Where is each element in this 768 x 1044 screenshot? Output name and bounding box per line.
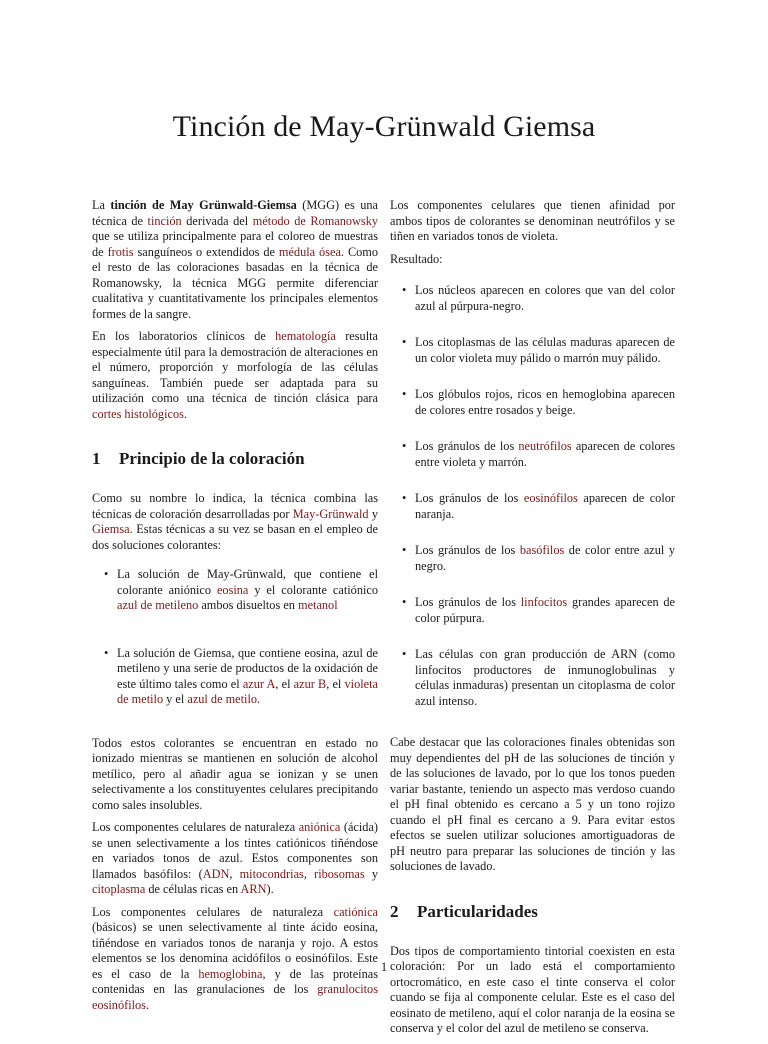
bullet-icon: • [402, 491, 407, 505]
section-heading-principio [92, 449, 378, 469]
list-item: • Los gránulos de los neutrófilos aparecen de colores entre violeta y marrón. [402, 439, 675, 469]
bullet-icon: • [402, 439, 407, 453]
link-metanol[interactable]: metanol [298, 598, 338, 612]
section-number: 1 [92, 449, 101, 468]
link-linfocitos[interactable]: linfocitos [520, 595, 568, 609]
intro-paragraph: La tinción de May Grünwald-Giemsa (MGG) es una técnica de tinción derivada del método de Romanowsky que se utiliza principalmente para el coloreo de muestras de frotis sanguíneos o extendidos de médula ósea. Como el resto de las coloraciones basadas en la técnica de Romanowsky, la técnica MGG permite diferenciar cualitativa y cuantitativamente los principales elementos formes de la sangre. [92, 198, 379, 321]
ionization-paragraph: Todos estos colorantes se encuentran en estado no ionizado mientras se mantienen en solución de alcohol metílico, pero al añadir agua se ionizan y se unen selectivamente a los constituyentes celulares precipitando como sales insolubles. [92, 735, 378, 812]
link-neutrofilos[interactable]: neutrófilos [518, 439, 572, 453]
ph-paragraph: Cabe destacar que las coloraciones finales obtenidas son muy dependientes del pH de las soluciones de tinción y de las soluciones de lavado, por lo que los tonos pueden variar bastante, teniendo un aspecto mas verdoso cuando el pH final obtenido es cercano a 5 y un tono rojizo cuando el pH final es cercano a 9. Para evitar estos efectos se suelen utilizar soluciones amortiguadoras de pH neutro para preparar las soluciones de tinción y las soluciones de lavado. [390, 735, 675, 873]
link-metodo-romanowsky[interactable]: método de Romanowsky [252, 213, 378, 228]
link-may-grunwald[interactable]: May-Grünwald [292, 506, 369, 521]
bullet-icon: • [104, 567, 109, 581]
bullet-icon: • [402, 543, 407, 557]
link-giemsa[interactable]: Giemsa [92, 522, 130, 536]
labs-paragraph: En los laboratorios clínicos de hematología resulta especialmente útil para la demostración de alteraciones en el número, proporción y morfología de las células sanguíneas. También puede ser adaptada para su utilización como una técnica de tinción clásica para cortes histológicos. [92, 329, 378, 421]
link-eosina[interactable]: eosina [216, 582, 249, 597]
section-number: 2 [390, 901, 399, 921]
section-title: Principio de la coloración [119, 449, 305, 468]
principle-paragraph: Como su nombre lo indica, la técnica combina las técnicas de coloración desarrolladas por May-Grünwald y Giemsa. Estas técnicas a su vez se basan en el empleo de dos soluciones colorantes: [92, 491, 378, 552]
link-medula-osea[interactable]: médula ósea [278, 244, 341, 259]
list-item: • La solución de May-Grünwald, que contiene el colorante aniónico eosina y el colorante catiónico azul de metileno ambos disueltos en metanol [104, 567, 378, 612]
bullet-icon: • [402, 647, 407, 661]
link-violeta-de-metilo[interactable]: violeta de metilo [117, 676, 378, 706]
link-hemoglobina[interactable]: hemoglobina [198, 966, 263, 981]
list-item: • Los glóbulos rojos, ricos en hemoglobina aparecen de colores entre rosados y beige. [402, 387, 675, 417]
bullet-icon: • [402, 595, 407, 609]
link-frotis[interactable]: frotis [107, 244, 134, 259]
results-list [390, 283, 675, 709]
behavior-paragraph: Dos tipos de comportamiento tintorial coexisten en esta coloración: Por un lado está el comportamiento ortocromático, en este caso el tinte conserva el color cuando se fija al componente celular. Este es el caso del eosinato de metileno, aquí el color naranja de la eosina se conserva y el color del azul de metileno se conserva. [390, 943, 675, 1035]
link-adn[interactable]: ADN [202, 866, 230, 881]
section-title: Particularidades [417, 901, 538, 921]
right-column [390, 198, 675, 1044]
link-azul-de-metileno[interactable]: azul de metileno [117, 598, 199, 612]
term-bold: tinción de May Grünwald-Giemsa [110, 198, 297, 212]
list-item: • Los gránulos de los eosinófilos aparecen de color naranja. [402, 491, 675, 521]
page-number: 1 [380, 960, 388, 974]
bullet-icon: • [402, 335, 407, 349]
link-tincion[interactable]: tinción [147, 213, 182, 228]
link-eosinofilos[interactable]: eosinófilos [523, 491, 578, 505]
list-item: • Los núcleos aparecen en colores que van del color azul al púrpura-negro. [402, 283, 675, 313]
solutions-list [92, 567, 378, 708]
list-item: • Los citoplasmas de las células maduras aparecen de un color violeta muy pálido o marrón muy pálido. [402, 335, 675, 365]
bullet-icon: • [402, 387, 407, 401]
list-item: • Los gránulos de los linfocitos grandes aparecen de color púrpura. [402, 595, 675, 625]
link-basofilos[interactable]: basófilos [519, 543, 565, 557]
bullet-icon: • [402, 283, 407, 297]
link-azur-b[interactable]: azur B [293, 676, 327, 691]
link-arn[interactable]: ARN [240, 882, 267, 896]
left-column [92, 198, 378, 1020]
link-granulocitos-eosinofilos[interactable]: granulocitos eosinófilos [92, 982, 378, 1012]
link-ribosomas[interactable]: ribosomas [314, 866, 365, 881]
neutrophil-paragraph: Los componentes celulares que tienen afinidad por ambos tipos de colorantes se denominan neutrófilos y se tiñen en variados tonos de violeta. [390, 198, 675, 243]
results-label: Resultado: [390, 251, 443, 266]
link-cationica[interactable]: catiónica [333, 904, 378, 919]
link-citoplasma[interactable]: citoplasma [92, 882, 146, 896]
link-anionica[interactable]: aniónica [298, 820, 341, 834]
list-item: • La solución de Giemsa, que contiene eosina, azul de metileno y una serie de productos de la oxidación de este último tales como el azur A, el azur B, el violeta de metilo y el azul de metilo. [104, 645, 378, 706]
list-item: • Las células con gran producción de ARN (como linfocitos productores de inmunoglobulinas y células inmaduras) presentan un citoplasma de color azul intenso. [402, 647, 675, 708]
bullet-icon: • [104, 645, 109, 660]
section-heading-particularidades [390, 902, 675, 922]
link-azur-a[interactable]: azur A [242, 676, 276, 691]
anionic-paragraph: Los componentes celulares de naturaleza aniónica (ácida) se unen selectivamente a los tintes catiónicos tiñéndose en variados tonos de azul. Estos componentes son llamados basófilos: (ADN, mitocondrias, ribosomas y citoplasma de células ricas en ARN). [92, 820, 378, 896]
list-item: • Los gránulos de los basófilos de color entre azul y negro. [402, 543, 675, 573]
link-hematologia[interactable]: hematología [275, 329, 336, 343]
page-title: Tinción de May-Grünwald Giemsa [172, 110, 596, 143]
link-azul-de-metilo[interactable]: azul de metilo [187, 692, 258, 706]
link-mitocondrias[interactable]: mitocondrias [239, 866, 304, 881]
link-cortes-histologicos[interactable]: cortes histológicos [92, 406, 184, 421]
cationic-paragraph: Los componentes celulares de naturaleza catiónica (básicos) se unen selectivamente al tinte ácido eosina, tiñéndose en variados tonos de naranja y rojo. A estos elementos se los denomina acidófilos o eosinófilos. Este es el caso de la hemoglobina, y de las proteínas contenidas en las granulaciones de los granulocitos eosinófilos. [92, 904, 378, 1012]
